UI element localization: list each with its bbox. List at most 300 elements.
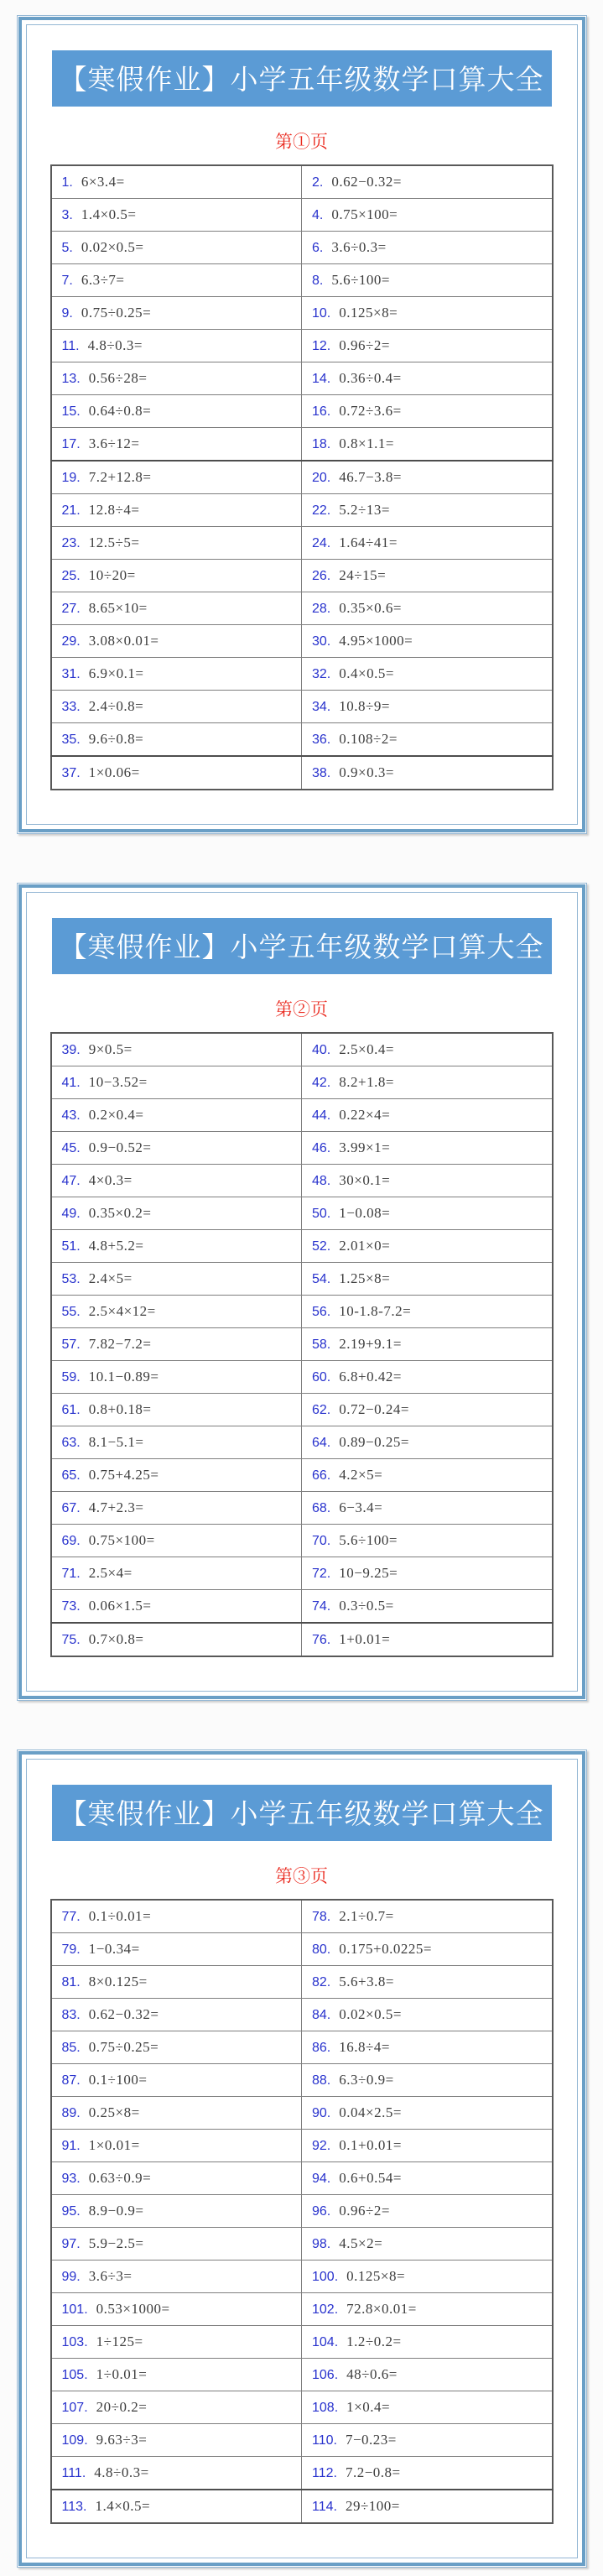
problems-row [51,330,553,362]
problem-cell [51,1590,302,1624]
problems-row [51,2097,553,2130]
worksheet-title: 【寒假作业】小学五年级数学口算大全 [52,50,552,107]
problem-expression: 0.35×0.2= [88,1205,152,1221]
problem-expression: 0.53×1000= [96,2301,170,2317]
problem-cell [302,1033,553,1066]
problem-expression: 0.02×0.5= [81,239,144,255]
problem-number: 42. [312,1076,331,1090]
problem-number: 47. [61,1174,81,1188]
problem-number: 32. [312,667,331,681]
problem-cell [302,2457,553,2490]
problem-number: 95. [61,2204,81,2219]
problems-row [51,560,553,592]
problems-row [51,527,553,560]
problem-number: 22. [312,503,331,518]
problem-number: 26. [312,569,331,583]
problem-cell [302,2031,553,2064]
problem-cell [302,1132,553,1165]
problems-row [51,199,553,232]
problem-number: 109. [61,2433,88,2448]
problem-cell [51,658,302,691]
problem-number: 74. [312,1599,331,1614]
problems-row [51,1066,553,1099]
problem-cell [51,1328,302,1361]
problem-number: 53. [61,1272,81,1286]
problem-cell [51,2424,302,2457]
problem-number: 9. [61,306,73,321]
problem-number: 36. [312,733,331,747]
problem-number: 82. [312,1975,331,1989]
problem-expression: 4.8÷0.3= [87,337,143,353]
problems-row [51,1361,553,1394]
problem-number: 39. [61,1043,81,1057]
problem-cell [51,1966,302,1999]
problems-row [51,1033,553,1066]
problem-expression: 0.9×0.3= [339,764,394,780]
problem-number: 92. [312,2139,331,2153]
problem-number: 65. [61,1468,81,1483]
problem-expression: 4.8+5.2= [88,1238,144,1254]
page-number-label: 第③页 [275,1866,328,1886]
problem-number: 114. [312,2500,337,2514]
problem-expression: 8.65×10= [88,600,148,616]
problem-expression: 5.6÷100= [331,272,391,288]
problem-number: 93. [61,2172,81,2186]
problems-table-body [51,1033,553,1656]
problem-cell [302,1296,553,1328]
problems-row [51,1900,553,1933]
problem-cell [51,2293,302,2326]
problem-number: 77. [61,1910,81,1924]
problems-row [51,1230,553,1263]
problem-expression: 0.8+0.18= [88,1401,152,1417]
problems-row [51,1426,553,1459]
problem-cell [51,461,302,494]
problem-expression: 0.6+0.54= [339,2170,402,2186]
problem-number: 105. [61,2368,88,2382]
problems-row [51,297,553,330]
problem-number: 97. [61,2237,81,2251]
problems-row [51,1590,553,1624]
problems-row [51,625,553,658]
problem-cell [51,232,302,264]
panel-frame-inner [26,1759,578,2558]
problem-cell [302,2228,553,2261]
problem-number: 12. [312,339,331,353]
problem-number: 21. [61,503,81,518]
problem-cell [302,723,553,757]
problems-table [50,164,554,790]
problem-cell [302,1426,553,1459]
problems-row [51,2424,553,2457]
problem-number: 88. [312,2073,331,2088]
problem-number: 31. [61,667,81,681]
problems-row [51,165,553,199]
problem-number: 5. [61,241,73,255]
problem-number: 98. [312,2237,331,2251]
problem-expression: 48÷0.6= [346,2366,398,2382]
problem-expression: 1×0.06= [88,764,140,780]
problem-number: 35. [61,733,81,747]
problem-number: 71. [61,1567,81,1581]
problem-cell [51,2097,302,2130]
problem-expression: 1+0.01= [339,1631,391,1647]
problem-number: 40. [312,1043,331,1057]
problem-expression: 0.96÷2= [339,2203,390,2219]
problem-expression: 3.6÷3= [88,2268,133,2284]
problem-cell [51,1066,302,1099]
problem-cell [302,1557,553,1590]
problem-cell [302,2064,553,2097]
problems-table [50,1032,554,1657]
problem-cell [302,1966,553,1999]
problem-expression: 1−0.08= [339,1205,391,1221]
problem-number: 80. [312,1942,331,1957]
problem-cell [302,2326,553,2359]
problem-expression: 9×0.5= [88,1041,133,1057]
problems-row [51,1525,553,1557]
problem-expression: 1.4×0.5= [81,206,137,222]
problem-expression: 0.75÷0.25= [88,2039,159,2055]
problem-number: 48. [312,1174,331,1188]
problem-expression: 4×0.3= [88,1172,133,1188]
problem-expression: 2.5×4×12= [88,1303,156,1319]
problem-number: 23. [61,536,81,550]
problem-cell [51,2359,302,2391]
problem-expression: 3.6÷0.3= [331,239,387,255]
problem-number: 7. [61,274,73,288]
problem-number: 17. [61,437,81,451]
problem-number: 55. [61,1305,81,1319]
problem-number: 8. [312,274,324,288]
problem-expression: 30×0.1= [339,1172,391,1188]
problem-cell [302,264,553,297]
problem-number: 70. [312,1534,331,1548]
problem-expression: 10−9.25= [339,1565,398,1581]
problem-cell [302,1230,553,1263]
worksheet-panel [17,15,587,834]
problem-number: 37. [61,766,81,780]
problem-cell [302,1459,553,1492]
problem-cell [302,756,553,790]
problems-row [51,2359,553,2391]
problem-cell [51,330,302,362]
problem-expression: 0.35×0.6= [339,600,402,616]
problem-cell [51,2457,302,2490]
problem-cell [302,527,553,560]
problems-row [51,1132,553,1165]
problem-cell [51,2228,302,2261]
problem-number: 108. [312,2401,339,2415]
problems-row [51,756,553,790]
problem-number: 90. [312,2106,331,2120]
problem-expression: 10−3.52= [88,1074,148,1090]
problem-number: 30. [312,634,331,649]
problem-cell [51,756,302,790]
problem-expression: 4.5×2= [339,2235,383,2251]
problems-table [50,1899,554,2524]
problem-number: 50. [312,1207,331,1221]
problem-expression: 2.4÷0.8= [88,698,144,714]
problem-number: 29. [61,634,81,649]
problem-number: 49. [61,1207,81,1221]
problem-expression: 6.8+0.42= [339,1369,402,1384]
worksheet-title: 【寒假作业】小学五年级数学口算大全 [52,918,552,974]
problem-cell [302,1933,553,1966]
problem-expression: 72.8×0.01= [346,2301,417,2317]
worksheet-panels [0,15,603,2568]
worksheet-panel [17,1749,587,2568]
problem-number: 68. [312,1501,331,1515]
problems-row [51,264,553,297]
problem-expression: 3.99×1= [339,1139,391,1155]
problem-number: 99. [61,2270,81,2284]
problem-number: 10. [312,306,331,321]
problem-expression: 12.8÷4= [88,502,140,518]
problems-row [51,2326,553,2359]
problem-cell [51,428,302,461]
problem-cell [302,1590,553,1624]
problems-row [51,1492,553,1525]
problem-cell [302,2293,553,2326]
problem-number: 91. [61,2139,81,2153]
problem-number: 112. [312,2466,337,2480]
problem-number: 57. [61,1338,81,1352]
problem-expression: 0.63÷0.9= [88,2170,152,2186]
problem-cell [51,2326,302,2359]
problem-cell [302,1165,553,1197]
problem-cell [51,1033,302,1066]
problem-number: 45. [61,1141,81,1155]
problem-number: 28. [312,602,331,616]
problem-expression: 0.75+4.25= [88,1467,159,1483]
problem-number: 100. [312,2270,339,2284]
problem-cell [302,592,553,625]
problem-expression: 0.1÷0.01= [88,1908,152,1924]
problem-cell [302,1525,553,1557]
problems-row [51,2228,553,2261]
problem-expression: 0.96÷2= [339,337,390,353]
problem-number: 94. [312,2172,331,2186]
problem-cell [302,2195,553,2228]
problem-cell [302,658,553,691]
problem-cell [302,199,553,232]
problem-cell [51,1426,302,1459]
problem-expression: 1.2÷0.2= [346,2334,402,2349]
problems-row [51,1296,553,1328]
problem-number: 67. [61,1501,81,1515]
problem-cell [51,625,302,658]
problems-row [51,1623,553,1656]
problem-number: 46. [312,1141,331,1155]
problem-number: 75. [61,1633,81,1647]
problem-cell [302,1623,553,1656]
problems-row [51,1099,553,1132]
problem-expression: 0.7×0.8= [88,1631,144,1647]
worksheet-title: 【寒假作业】小学五年级数学口算大全 [52,1785,552,1841]
problem-cell [302,1328,553,1361]
problem-number: 1. [61,175,73,190]
problem-expression: 1.64÷41= [339,534,398,550]
problem-expression: 10.1−0.89= [88,1369,159,1384]
problem-number: 96. [312,2204,331,2219]
problem-cell [51,1197,302,1230]
problem-cell [51,1999,302,2031]
problem-expression: 0.62−0.32= [88,2006,159,2022]
problem-cell [51,1459,302,1492]
problem-cell [302,2130,553,2162]
problems-row [51,691,553,723]
problem-number: 103. [61,2335,88,2349]
problem-number: 85. [61,2041,81,2055]
panel-frame-inner [26,24,578,825]
problem-expression: 2.5×0.4= [339,1041,394,1057]
problem-cell [302,2097,553,2130]
problem-cell [51,1394,302,1426]
problem-expression: 2.19+9.1= [339,1336,402,1352]
problem-cell [302,1361,553,1394]
problems-row [51,1394,553,1426]
problem-cell [51,2130,302,2162]
problem-expression: 10÷20= [88,567,136,583]
problem-cell [51,1900,302,1933]
problem-expression: 2.01×0= [339,1238,391,1254]
problem-expression: 2.4×5= [88,1270,133,1286]
problem-number: 61. [61,1403,81,1417]
problems-row [51,428,553,461]
problem-number: 59. [61,1370,81,1384]
problems-row [51,461,553,494]
problem-number: 86. [312,2041,331,2055]
problem-expression: 7.2−0.8= [345,2464,401,2480]
problems-row [51,494,553,527]
problem-cell [51,165,302,199]
problems-row [51,1197,553,1230]
problem-number: 69. [61,1534,81,1548]
problem-cell [302,395,553,428]
problems-row [51,1165,553,1197]
problem-expression: 7−0.23= [345,2432,397,2448]
problem-cell [51,395,302,428]
problem-number: 83. [61,2008,81,2022]
problem-number: 111. [61,2466,86,2480]
problem-expression: 5.6÷100= [339,1532,398,1548]
problem-cell [51,1099,302,1132]
problem-cell [302,2424,553,2457]
problem-expression: 5.6+3.8= [339,1974,394,1989]
problem-cell [51,2261,302,2293]
problem-cell [51,2031,302,2064]
problem-cell [51,1132,302,1165]
problem-cell [302,625,553,658]
problem-number: 113. [61,2500,87,2514]
problem-expression: 1.25×8= [339,1270,391,1286]
problem-number: 24. [312,536,331,550]
problem-expression: 8.9−0.9= [88,2203,144,2219]
problem-number: 58. [312,1338,331,1352]
problem-expression: 9.63÷3= [96,2432,148,2448]
problem-cell [51,1165,302,1197]
problem-number: 3. [61,208,73,222]
problem-expression: 0.1+0.01= [339,2137,402,2153]
panel-frame-middle [18,1751,585,2566]
problem-cell [51,494,302,527]
problem-cell [51,1933,302,1966]
problem-number: 72. [312,1567,331,1581]
problem-expression: 9.6÷0.8= [88,731,144,747]
problems-row [51,1966,553,1999]
problem-number: 51. [61,1239,81,1254]
problem-expression: 6.9×0.1= [88,665,144,681]
problems-row [51,2031,553,2064]
problem-number: 73. [61,1599,81,1614]
problem-expression: 2.5×4= [88,1565,133,1581]
problem-number: 79. [61,1942,81,1957]
problem-number: 2. [312,175,324,190]
problem-expression: 1−0.34= [88,1941,140,1957]
problem-number: 15. [61,404,81,419]
problem-expression: 0.64÷0.8= [88,403,152,419]
problem-cell [51,592,302,625]
problem-number: 60. [312,1370,331,1384]
problem-expression: 0.72−0.24= [339,1401,409,1417]
problem-expression: 6×3.4= [81,174,125,190]
problem-number: 33. [61,700,81,714]
problem-expression: 0.2×0.4= [88,1107,144,1123]
problem-expression: 0.89−0.25= [339,1434,409,1450]
problem-cell [51,723,302,757]
problem-number: 81. [61,1975,81,1989]
problems-row [51,723,553,757]
problem-cell [302,461,553,494]
problem-number: 102. [312,2302,339,2317]
problem-expression: 0.25×8= [88,2104,140,2120]
problem-expression: 0.108÷2= [339,731,398,747]
problem-expression: 0.4×0.5= [339,665,394,681]
problem-expression: 0.125×8= [339,305,398,321]
problem-cell [51,362,302,395]
problem-expression: 3.6÷12= [88,435,140,451]
problem-cell [302,165,553,199]
problem-number: 43. [61,1108,81,1123]
problem-cell [51,1525,302,1557]
problem-number: 110. [312,2433,337,2448]
problem-number: 34. [312,700,331,714]
problem-number: 27. [61,602,81,616]
problem-expression: 1÷0.01= [96,2366,148,2382]
problem-number: 13. [61,372,81,386]
problem-cell [302,297,553,330]
problem-cell [51,1361,302,1394]
worksheet-panel [17,883,587,1701]
problems-row [51,592,553,625]
problem-expression: 8.2+1.8= [339,1074,394,1090]
problems-row [51,2261,553,2293]
problem-number: 56. [312,1305,331,1319]
problems-row [51,2391,553,2424]
page-number-label: 第①页 [275,132,328,152]
problem-number: 20. [312,471,331,485]
problems-table-body [51,1900,553,2523]
problem-expression: 0.02×0.5= [339,2006,402,2022]
problem-number: 62. [312,1403,331,1417]
problem-number: 6. [312,241,324,255]
problem-expression: 4.8÷0.3= [94,2464,149,2480]
problem-cell [302,1263,553,1296]
problems-row [51,1328,553,1361]
problem-number: 16. [312,404,331,419]
problem-cell [51,691,302,723]
